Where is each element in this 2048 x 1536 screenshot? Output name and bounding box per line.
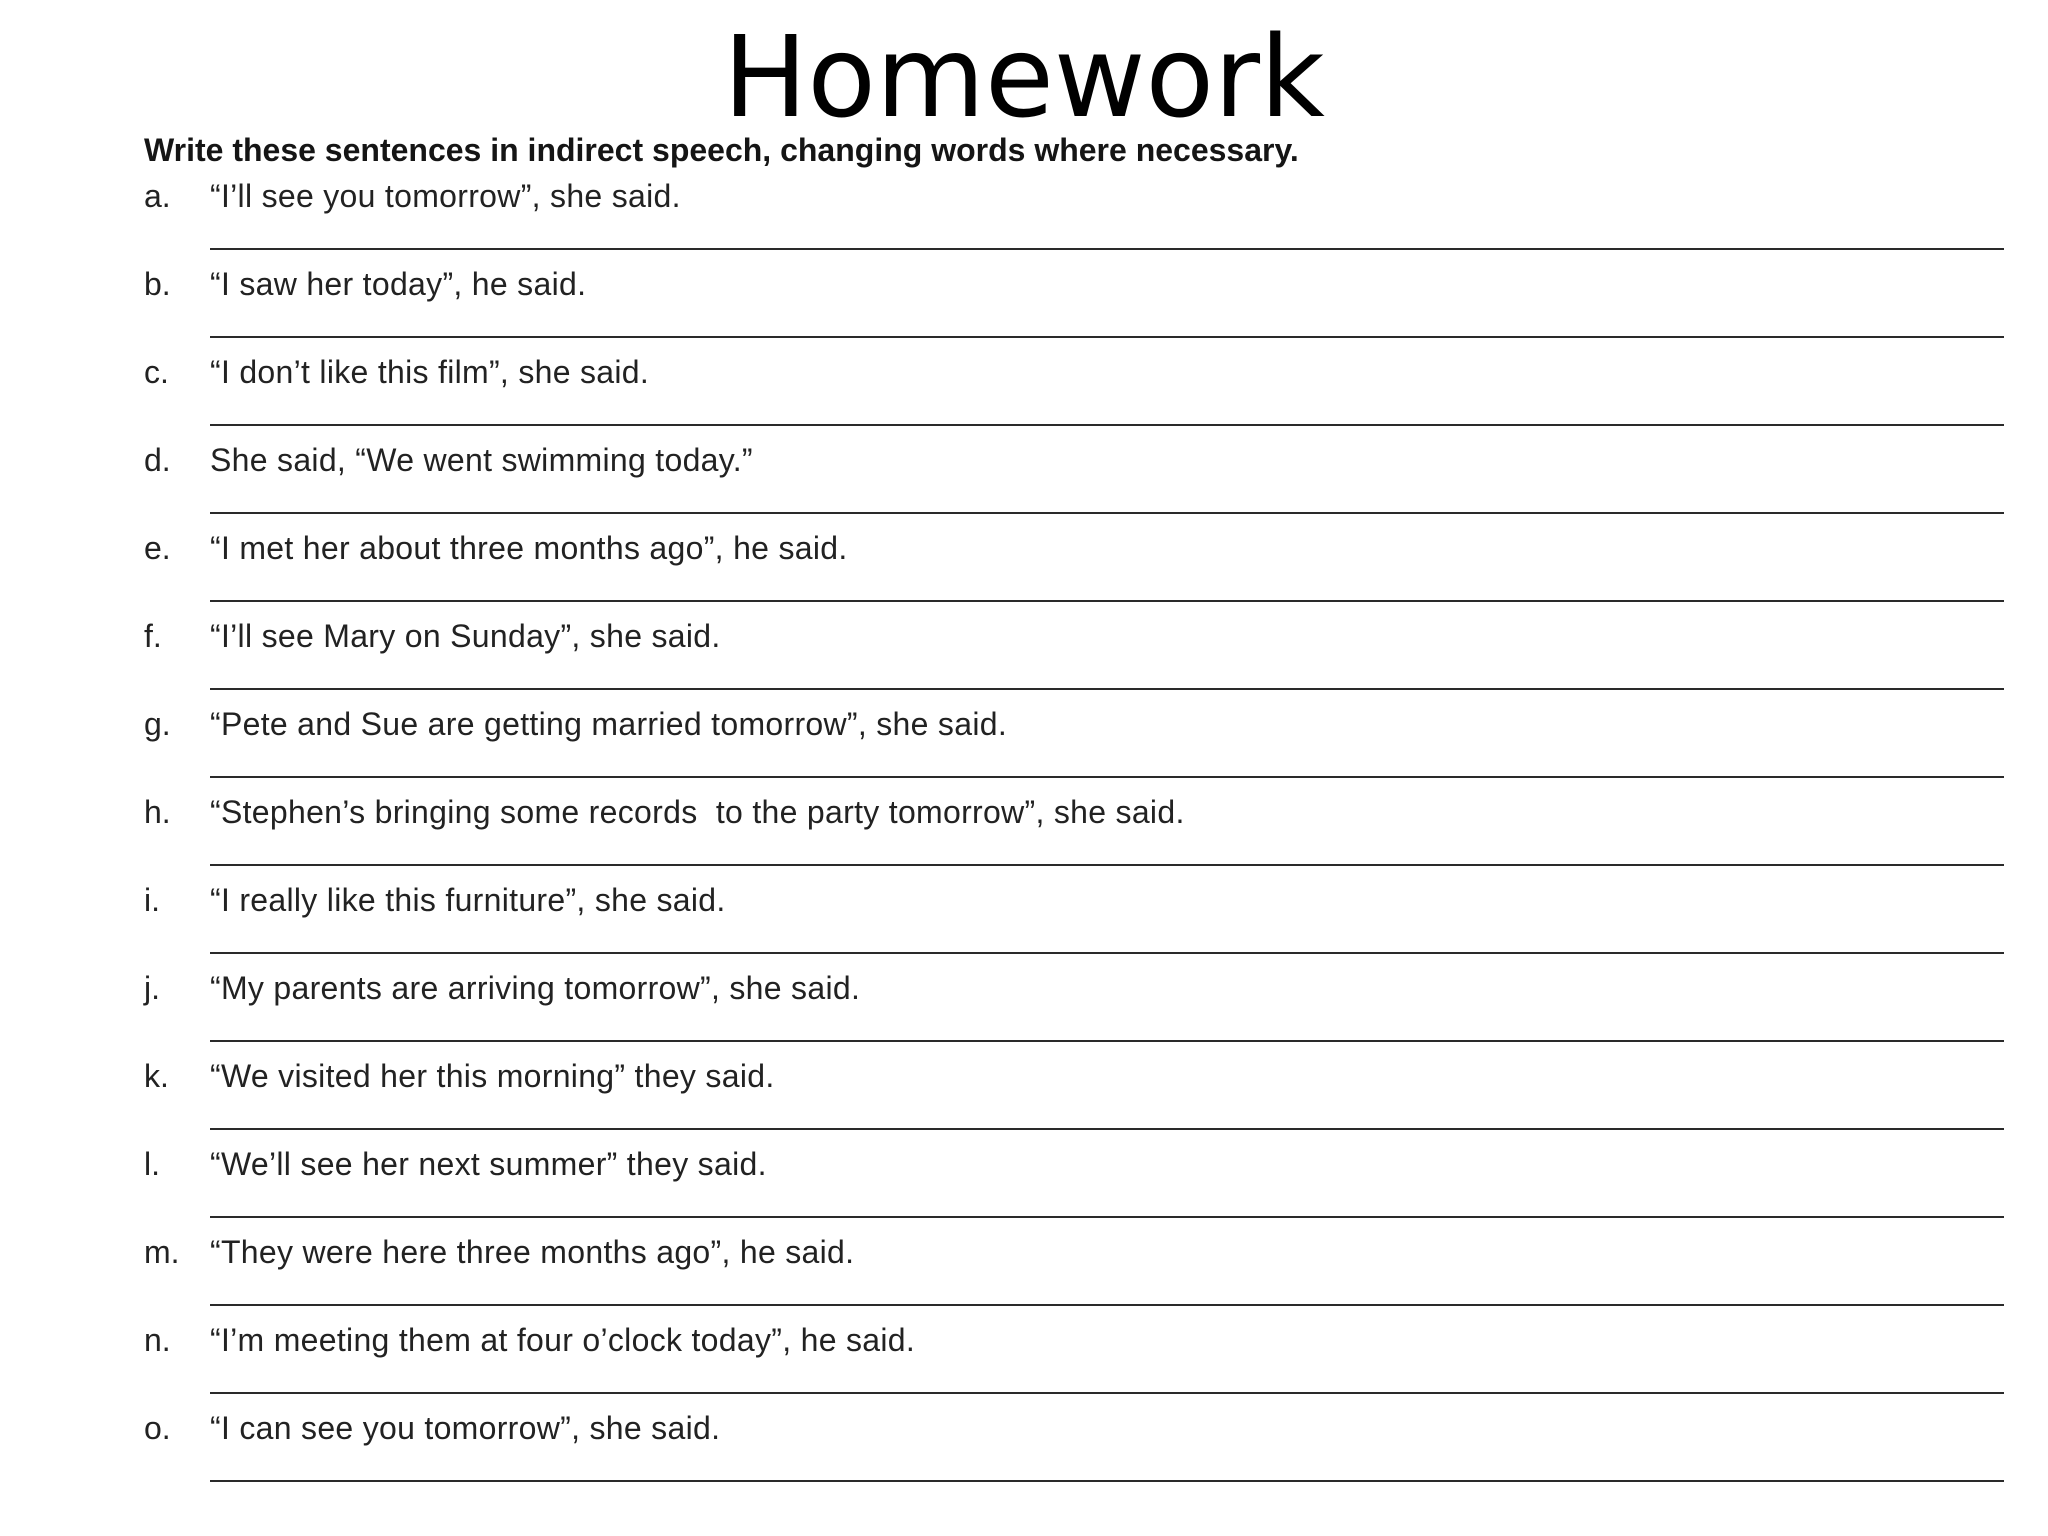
item-sentence: “I can see you tomorrow”, she said. [210,1410,721,1446]
item-letter: j. [144,970,160,1006]
exercise-item-k [144,1056,2004,1144]
item-sentence: “I’ll see you tomorrow”, she said. [210,178,681,214]
exercise-item-l [144,1144,2004,1232]
answer-line [210,1304,2004,1306]
exercise-item-j [144,968,2004,1056]
item-sentence: She said, “We went swimming today.” [210,442,753,478]
exercise-item-b [144,264,2004,352]
item-sentence: “They were here three months ago”, he said. [210,1234,855,1270]
answer-line [210,1216,2004,1218]
item-sentence: “My parents are arriving tomorrow”, she said. [210,970,861,1006]
answer-line [210,1392,2004,1394]
answer-line [210,600,2004,602]
exercise-item-i [144,880,2004,968]
answer-line [210,1128,2004,1130]
item-sentence: “I’m meeting them at four o’clock today”, he said. [210,1322,916,1358]
item-sentence: “I saw her today”, he said. [210,266,587,302]
answer-line [210,1040,2004,1042]
exercise-item-h [144,792,2004,880]
item-letter: e. [144,530,171,566]
item-sentence: “I really like this furniture”, she said. [210,882,726,918]
answer-line [210,336,2004,338]
answer-line [210,248,2004,250]
instructions: Write these sentences in indirect speech, changing words where necessary. [144,132,1299,168]
item-letter: k. [144,1058,169,1094]
item-letter: i. [144,882,160,918]
item-letter: c. [144,354,169,390]
item-sentence: “We visited her this morning” they said. [210,1058,775,1094]
item-sentence: “Stephen’s bringing some records to the party tomorrow”, she said. [210,794,1185,830]
exercise-item-f [144,616,2004,704]
item-sentence: “I met her about three months ago”, he said. [210,530,848,566]
item-sentence: “Pete and Sue are getting married tomorrow”, she said. [210,706,1008,742]
item-letter: n. [144,1322,171,1358]
item-letter: f. [144,618,162,654]
answer-line [210,1480,2004,1482]
item-letter: a. [144,178,171,214]
item-letter: o. [144,1410,171,1446]
answer-line [210,424,2004,426]
item-letter: g. [144,706,171,742]
item-letter: b. [144,266,171,302]
exercise-item-m [144,1232,2004,1320]
exercise-item-c [144,352,2004,440]
item-letter: h. [144,794,171,830]
answer-line [210,952,2004,954]
item-sentence: “I’ll see Mary on Sunday”, she said. [210,618,721,654]
item-letter: d. [144,442,171,478]
exercise-item-n [144,1320,2004,1408]
exercise-list [144,176,2004,1496]
item-sentence: “We’ll see her next summer” they said. [210,1146,767,1182]
exercise-item-a [144,176,2004,264]
exercise-item-e [144,528,2004,616]
answer-line [210,512,2004,514]
item-letter: l. [144,1146,160,1182]
exercise-item-o [144,1408,2004,1496]
item-sentence: “I don’t like this film”, she said. [210,354,650,390]
answer-line [210,776,2004,778]
item-letter: m. [144,1234,180,1270]
answer-line [210,688,2004,690]
page-title: Homework [723,13,1325,143]
exercise-item-g [144,704,2004,792]
answer-line [210,864,2004,866]
exercise-item-d [144,440,2004,528]
